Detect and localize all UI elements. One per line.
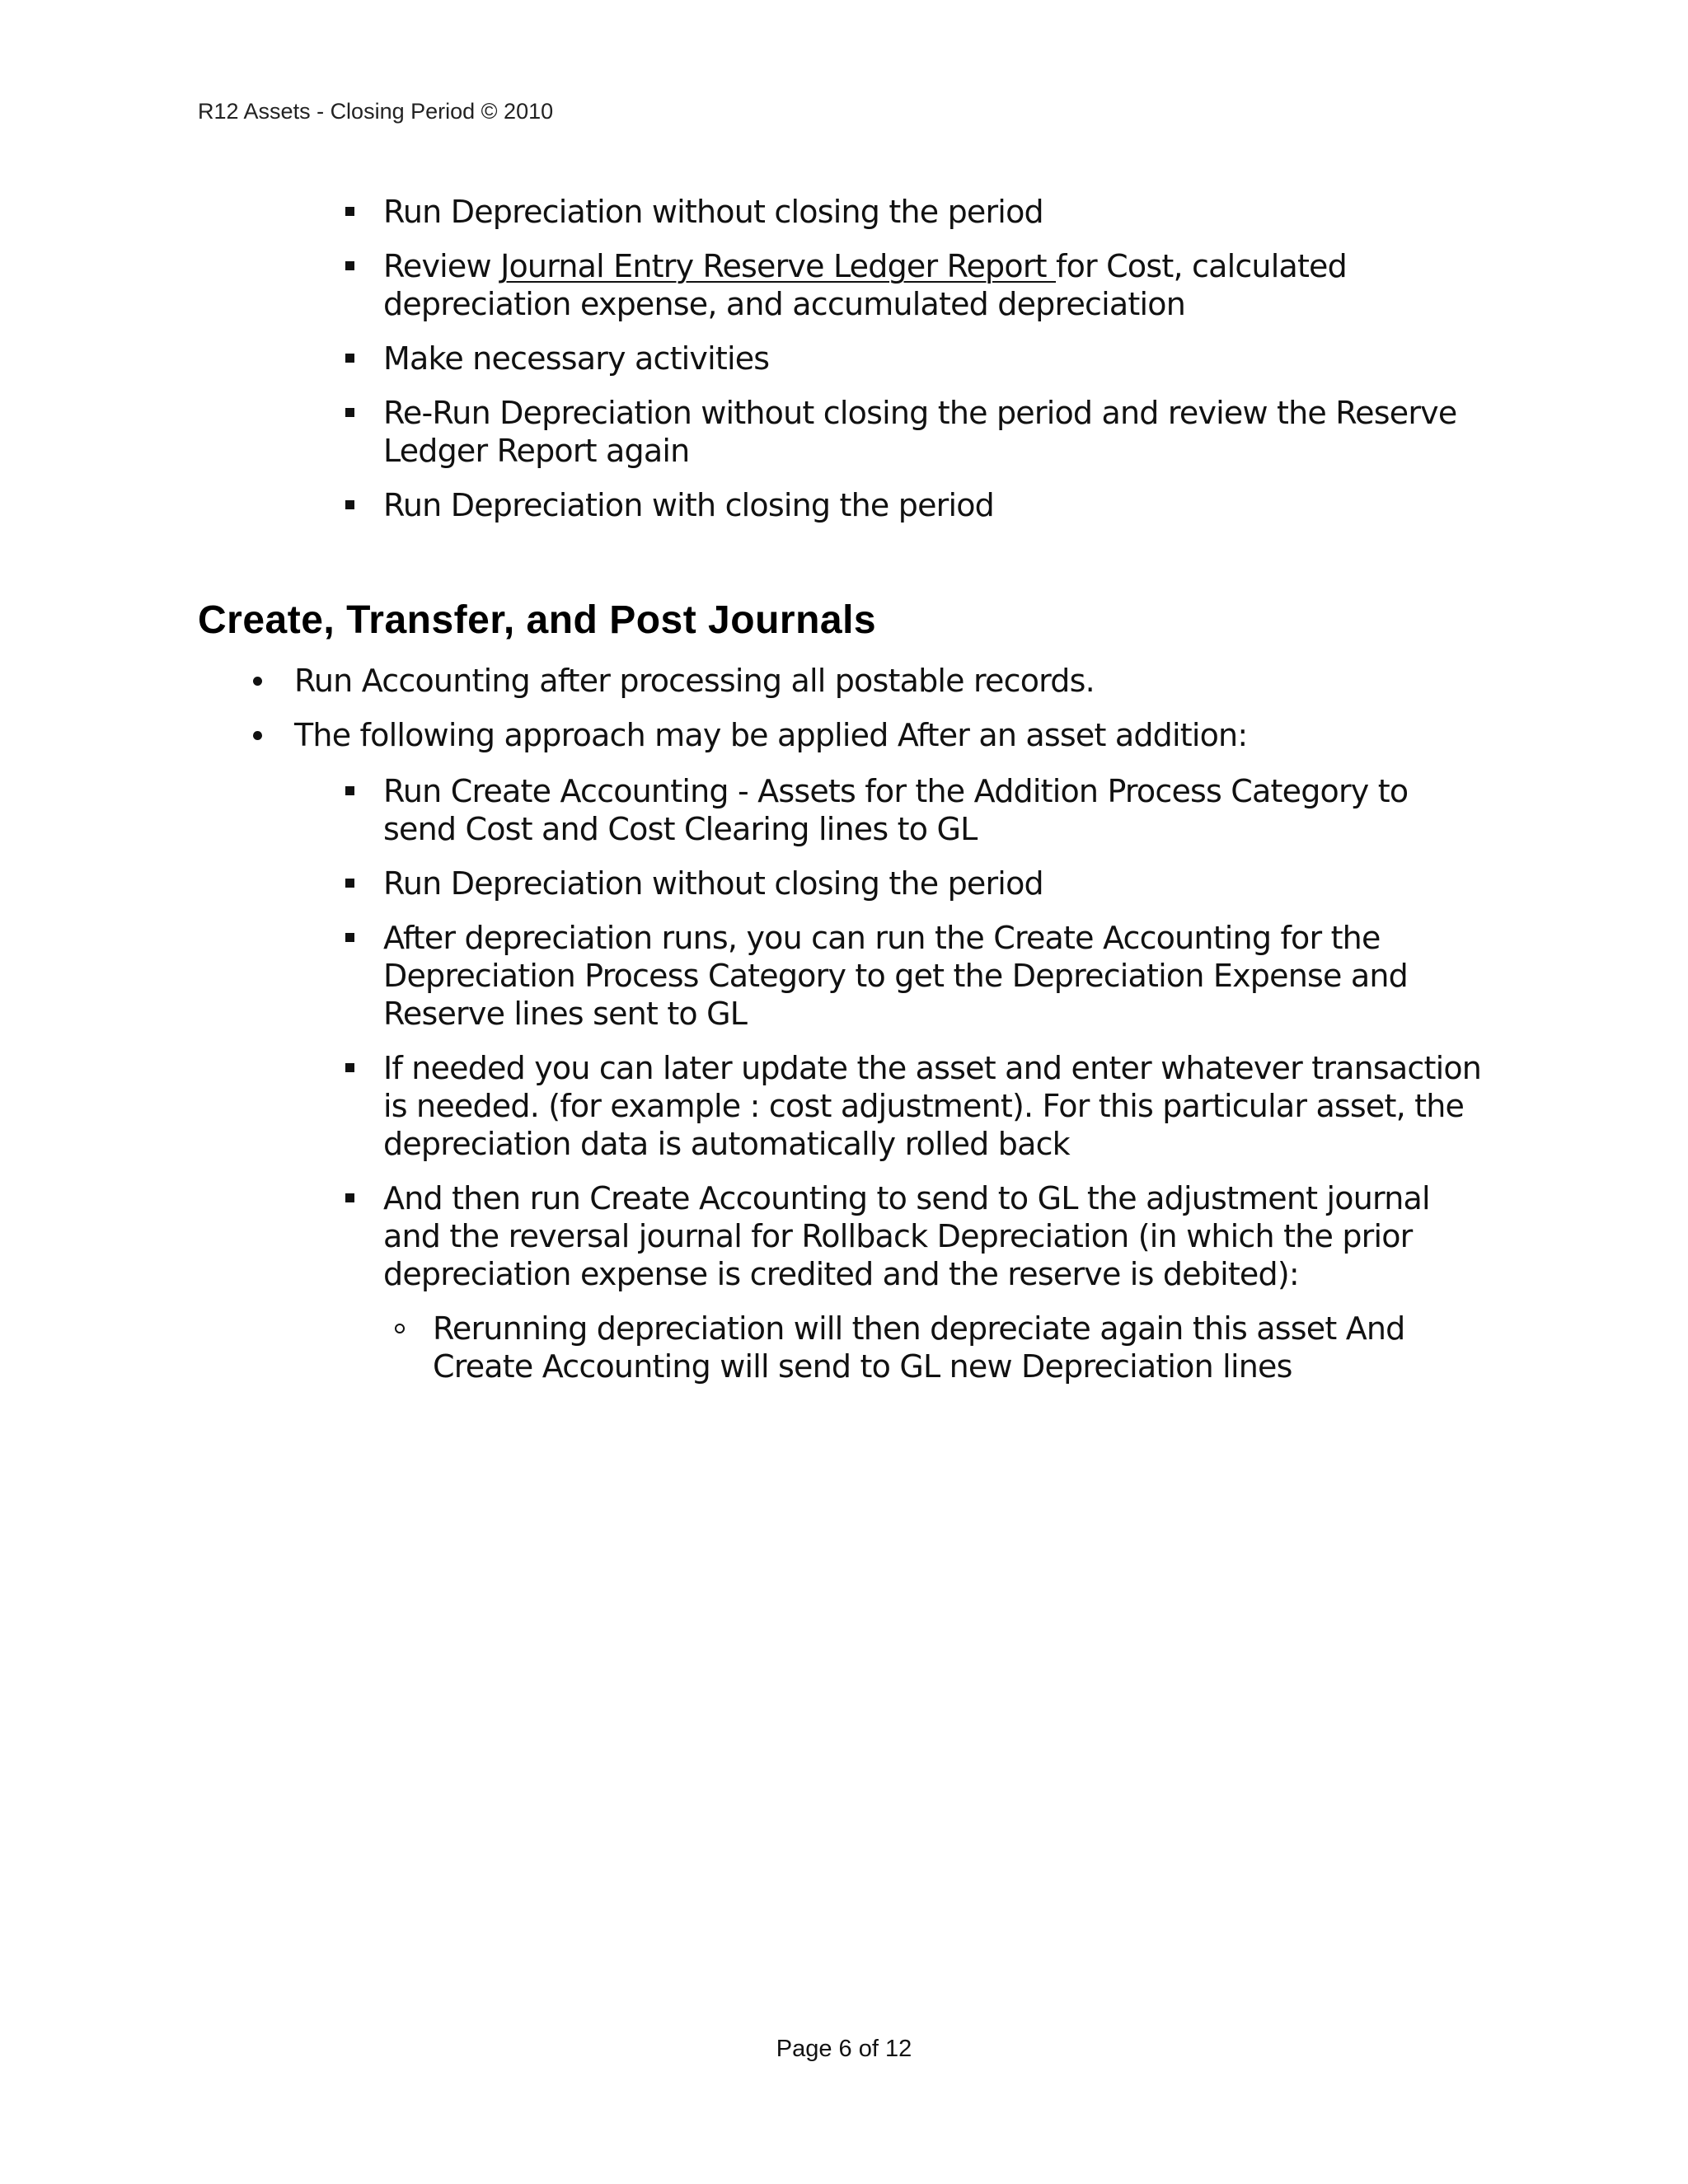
- list-item: [383, 193, 1488, 231]
- list-item-text: Make necessary activities: [383, 340, 770, 377]
- list-item: [383, 394, 1488, 470]
- list-item-text: Rerunning depreciation will then depreciate again this asset And Create Accounting will send to GL new Depreciation lines: [433, 1310, 1405, 1385]
- list-item-text: Run Accounting after processing all postable records.: [294, 663, 1095, 699]
- section-heading: Create, Transfer, and Post Journals: [198, 598, 877, 642]
- square-bullet-icon: [345, 1193, 354, 1202]
- round-bullet-icon: [253, 731, 262, 740]
- list-item: [433, 1310, 1488, 1385]
- list-item: [383, 772, 1488, 848]
- square-bullet-icon: [345, 933, 354, 942]
- list-item-text: Run Depreciation without closing the period: [383, 194, 1043, 230]
- list-item-text: The following approach may be applied After an asset addition:: [294, 717, 1248, 753]
- list-item-text: Run Depreciation without closing the period: [383, 865, 1043, 902]
- list-item: [383, 1179, 1488, 1385]
- top-bullet-list: [383, 193, 1488, 541]
- list-item: [383, 247, 1488, 323]
- list-item: [383, 919, 1488, 1033]
- square-bullet-icon: [345, 879, 354, 888]
- list-item-text: Run Create Accounting - Assets for the Addition Process Category to send Cost and Cost Clearing lines to GL: [383, 773, 1409, 847]
- list-item: [383, 1049, 1488, 1163]
- square-bullet-icon: [345, 408, 354, 417]
- list-item-text: If needed you can later update the asset and enter whatever transaction is needed. (for example : cost adjustment). For this particular asset, the depreciation data is automatically rolled back: [383, 1050, 1482, 1162]
- hollow-circle-bullet-icon: [395, 1324, 405, 1333]
- square-bullet-icon: [345, 786, 354, 795]
- section-bullet-list: [294, 662, 1489, 771]
- page-number: Page 6 of 12: [776, 2036, 912, 2062]
- square-bullet-icon: [345, 354, 354, 363]
- list-item-text: Re-Run Depreciation without closing the period and review the Reserve Ledger Report again: [383, 395, 1457, 469]
- list-item: [294, 716, 1489, 754]
- round-bullet-icon: [253, 677, 262, 686]
- report-link[interactable]: Journal Entry Reserve Ledger Report: [500, 248, 1057, 284]
- list-item: [294, 662, 1489, 700]
- list-item-text: Run Depreciation with closing the period: [383, 487, 995, 523]
- square-bullet-icon: [345, 207, 354, 216]
- sub-bullet-list: [383, 772, 1488, 1404]
- square-bullet-icon: [345, 500, 354, 509]
- list-item: [383, 865, 1488, 902]
- list-item-suffix: for Cost, calculated depreciation expense, and accumulated depreciation: [383, 248, 1347, 322]
- page-header: R12 Assets - Closing Period © 2010: [198, 99, 554, 124]
- nested-list: [383, 1310, 1488, 1385]
- list-item-prefix: Review: [383, 248, 501, 284]
- square-bullet-icon: [345, 1063, 354, 1072]
- list-item: [383, 340, 1488, 377]
- list-item: [383, 486, 1488, 524]
- list-item-text: After depreciation runs, you can run the Create Accounting for the Depreciation Process Category to get the Depreciation Expense and Reserve lines sent to GL: [383, 920, 1408, 1032]
- list-item-text: And then run Create Accounting to send to GL the adjustment journal and the reversal journal for Rollback Depreciation (in which the prior depreciation expense is credited and the reserve is debited):: [383, 1180, 1430, 1292]
- square-bullet-icon: [345, 261, 354, 270]
